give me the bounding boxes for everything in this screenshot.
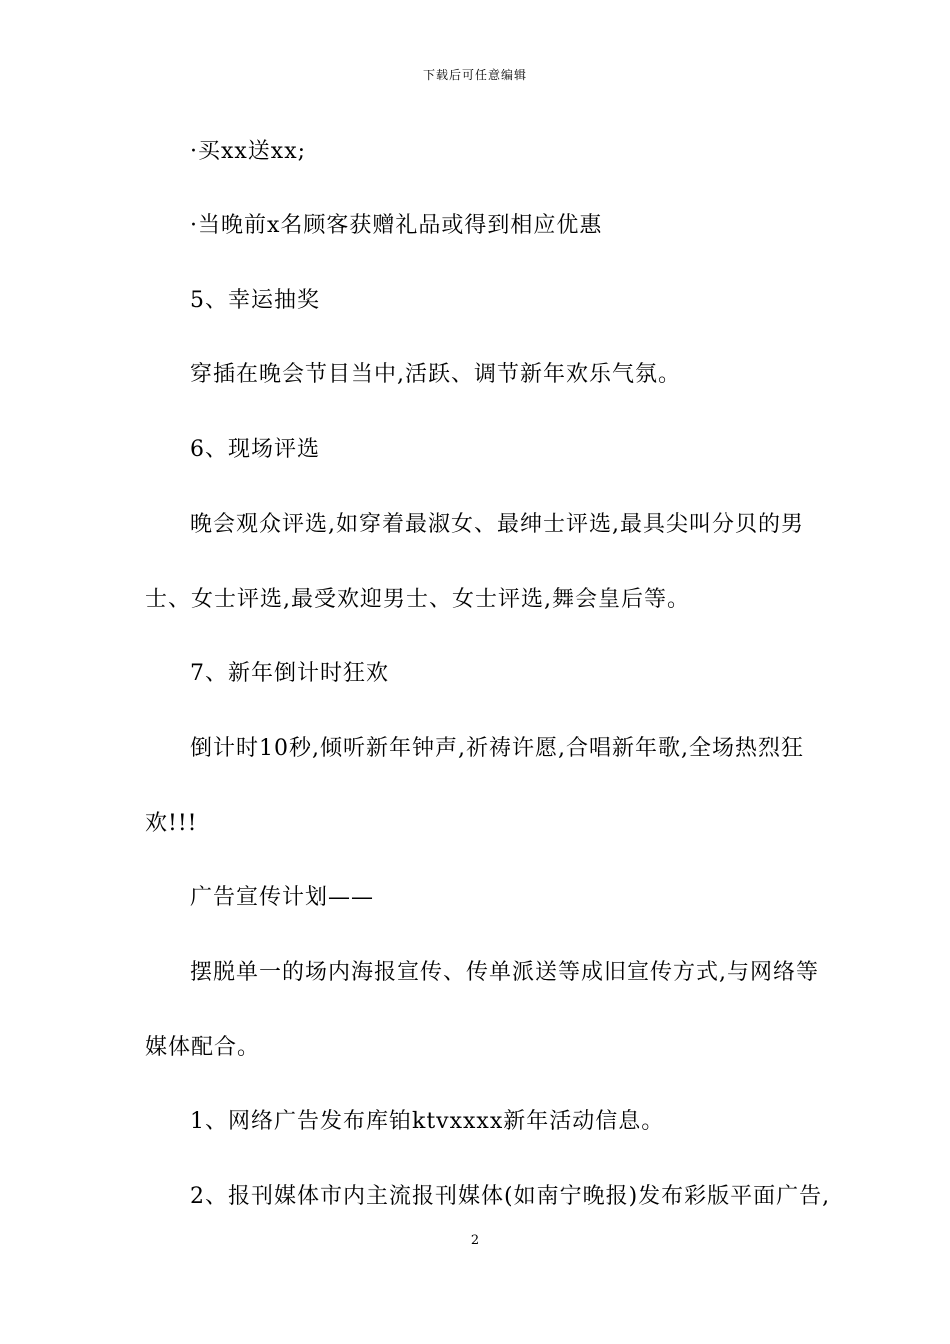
paragraph-line: 穿插在晚会节目当中,活跃、调节新年欢乐气氛。 <box>190 362 681 387</box>
section-heading: 5、幸运抽奖 <box>190 288 320 313</box>
bullet-item: ·买xx送xx; <box>190 139 307 164</box>
paragraph-line: 媒体配合。 <box>145 1035 261 1060</box>
paragraph-line: 士、女士评选,最受欢迎男士、女士评选,舞会皇后等。 <box>145 587 690 612</box>
bullet-item: ·当晚前x名顾客获赠礼品或得到相应优惠 <box>190 213 603 238</box>
list-item: 1、网络广告发布库铂ktvxxxx新年活动信息。 <box>190 1109 665 1134</box>
paragraph-line: 晚会观众评选,如穿着最淑女、最绅士评选,最具尖叫分贝的男 <box>190 512 804 537</box>
paragraph-line: 倒计时10秒,倾听新年钟声,祈祷许愿,合唱新年歌,全场热烈狂 <box>190 736 804 761</box>
page-header: 下载后可任意编辑 <box>422 68 527 82</box>
paragraph-line: 欢!!! <box>145 811 198 836</box>
paragraph-line: 摆脱单一的场内海报宣传、传单派送等成旧宣传方式,与网络等 <box>190 960 819 985</box>
page-number: 2 <box>470 1233 480 1248</box>
list-item: 2、报刊媒体市内主流报刊媒体(如南宁晚报)发布彩版平面广告, <box>190 1184 831 1209</box>
section-heading: 6、现场评选 <box>190 437 320 462</box>
section-heading: 广告宣传计划—— <box>190 885 375 910</box>
section-heading: 7、新年倒计时狂欢 <box>190 661 389 686</box>
